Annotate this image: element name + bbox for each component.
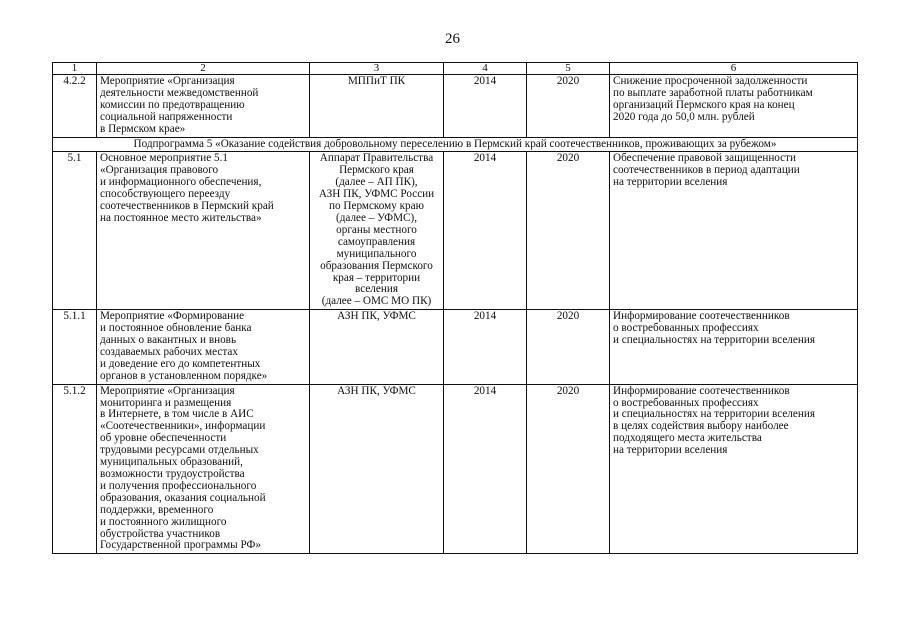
start-year: 2014 xyxy=(444,310,527,384)
end-year: 2020 xyxy=(527,75,610,138)
responsible-executor: АЗН ПК, УФМС xyxy=(310,310,444,384)
expected-result: Обеспечение правовой защищенности соотечественников в период адаптации на территории вселения xyxy=(610,152,858,310)
expected-result: Информирование соотечественников о востребованных профессиях и специальностях на территории вселения в целях содействия выбору наиболее подходящего места жительства на территории вселения xyxy=(610,384,858,554)
start-year: 2014 xyxy=(444,384,527,554)
program-table xyxy=(52,62,858,554)
end-year: 2020 xyxy=(527,384,610,554)
start-year: 2014 xyxy=(444,75,527,138)
row-number: 4.2.2 xyxy=(53,75,97,138)
activity-name: Мероприятие «Организация деятельности межведомственной комиссии по предотвращению социальной напряженности в Пермском крае» xyxy=(97,75,310,138)
activity-name: Мероприятие «Организация мониторинга и размещения в Интернете, в том числе в АИС «Соотечественники», информации об уровне обеспеченности трудовыми ресурсами отдельных муниципальных образований, возможности трудоустройства и получения профессионального образования, оказания социальной поддержки, временного и постоянного жилищного обустройства участников Государственной программы РФ» xyxy=(97,384,310,554)
table-header-row xyxy=(53,63,858,75)
subprogram-row xyxy=(53,137,858,152)
responsible-executor: МППиТ ПК xyxy=(310,75,444,138)
table-row xyxy=(53,310,858,384)
expected-result: Информирование соотечественников о востребованных профессиях и специальностях на территории вселения xyxy=(610,310,858,384)
row-number: 5.1.2 xyxy=(53,384,97,554)
table-row xyxy=(53,384,858,554)
activity-name: Основное мероприятие 5.1 «Организация правового и информационного обеспечения, способствующего переезду соотечественников в Пермский край на постоянное место жительства» xyxy=(97,152,310,310)
end-year: 2020 xyxy=(527,152,610,310)
column-number-5: 5 xyxy=(527,63,610,75)
start-year: 2014 xyxy=(444,152,527,310)
responsible-executor: АЗН ПК, УФМС xyxy=(310,384,444,554)
column-number-3: 3 xyxy=(310,63,444,75)
row-number: 5.1 xyxy=(53,152,97,310)
column-number-1: 1 xyxy=(53,63,97,75)
table-row xyxy=(53,152,858,310)
responsible-executor: Аппарат Правительства Пермского края (далее – АП ПК), АЗН ПК, УФМС России по Пермскому краю (далее – УФМС), органы местного самоуправления муниципального образования Пермского края – территории вселения (далее – ОМС МО ПК) xyxy=(310,152,444,310)
column-number-6: 6 xyxy=(610,63,858,75)
page-number: 26 xyxy=(445,31,460,47)
column-number-4: 4 xyxy=(444,63,527,75)
end-year: 2020 xyxy=(527,310,610,384)
table-row xyxy=(53,75,858,138)
subprogram-title: Подпрограмма 5 «Оказание содействия добровольному переселению в Пермский край соотечественников, проживающих за рубежом» xyxy=(53,137,858,152)
row-number: 5.1.1 xyxy=(53,310,97,384)
expected-result: Снижение просроченной задолженности по выплате заработной платы работникам организаций Пермского края на конец 2020 года до 50,0 млн. рублей xyxy=(610,75,858,138)
column-number-2: 2 xyxy=(97,63,310,75)
activity-name: Мероприятие «Формирование и постоянное обновление банка данных о вакантных и вновь создаваемых рабочих местах и доведение его до компетентных органов в установленном порядке» xyxy=(97,310,310,384)
